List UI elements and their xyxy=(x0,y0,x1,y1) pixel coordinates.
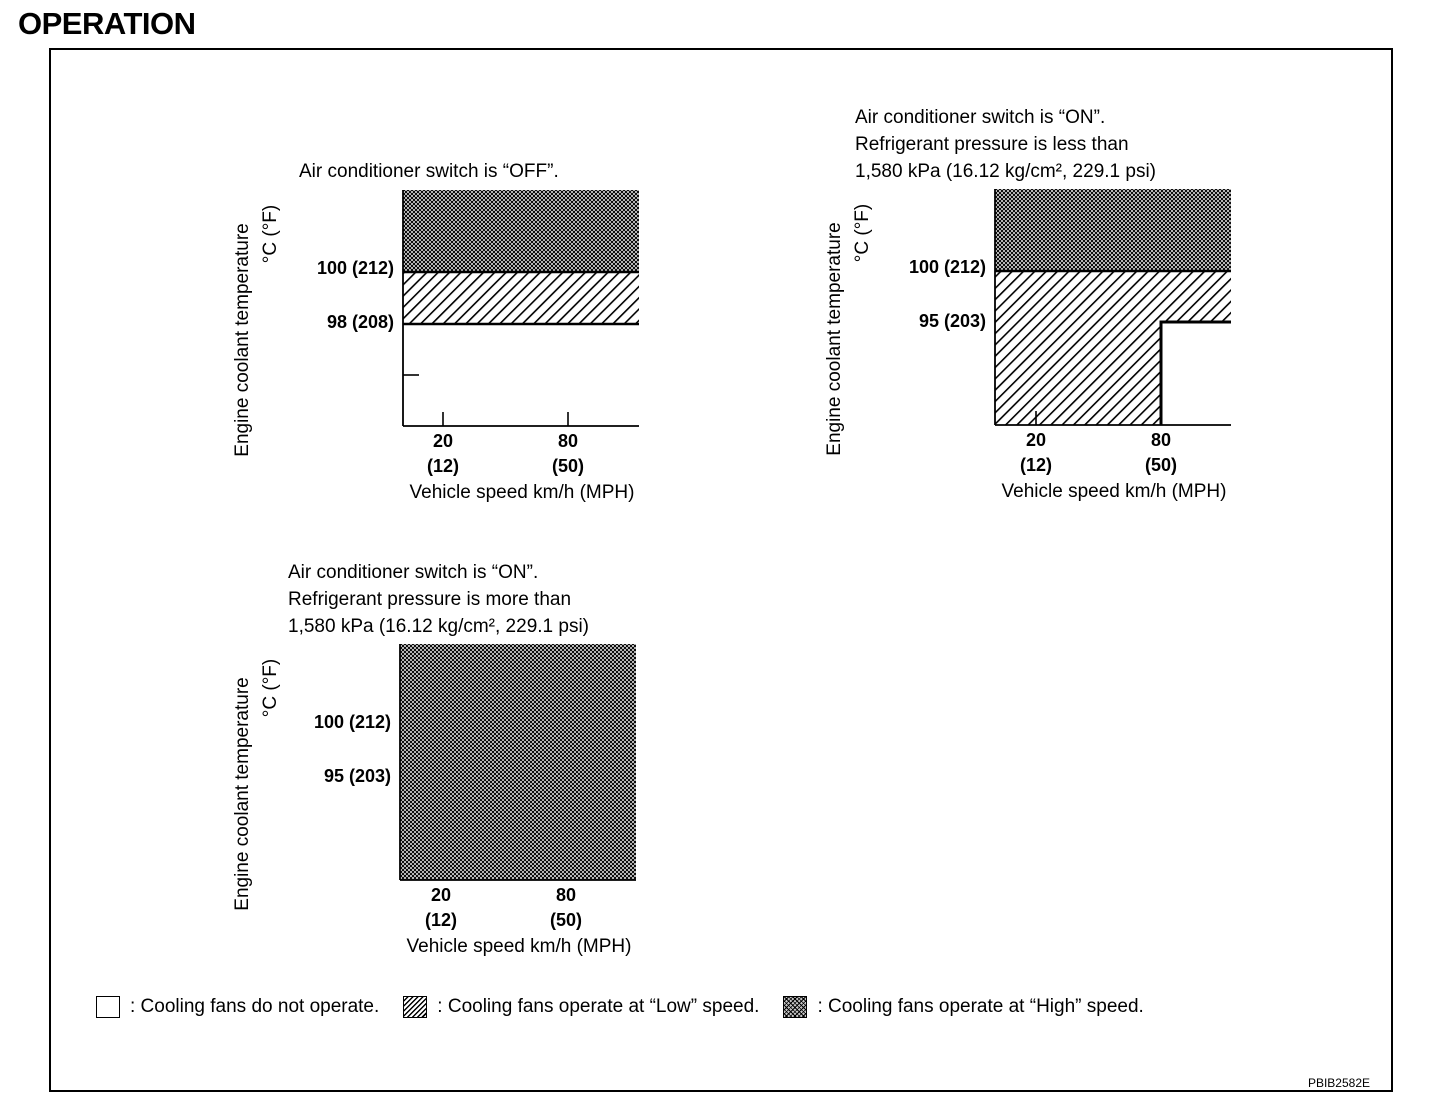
legend-label-none: : Cooling fans do not operate. xyxy=(130,996,380,1017)
x-tick-sub-12: (12) xyxy=(424,910,458,930)
x-axis-label: Vehicle speed km/h (MPH) xyxy=(1001,481,1227,502)
region-low-speed xyxy=(403,272,639,324)
legend-swatch-blank xyxy=(96,996,120,1018)
region-high-speed xyxy=(995,189,1231,271)
y-axis-label: Engine coolant temperature xyxy=(232,677,253,911)
chart-title-line: 1,580 kPa (16.12 kg/cm², 229.1 psi) xyxy=(288,616,589,637)
y-axis-unit: °C (°F) xyxy=(852,203,873,263)
threshold-step-95 xyxy=(1161,322,1231,425)
y-tick-label-100: 100 (212) xyxy=(313,712,391,732)
legend-item-high xyxy=(783,996,1143,1018)
x-tick-label-20: 20 xyxy=(432,431,454,451)
legend-item-low xyxy=(403,996,759,1018)
legend-item-none xyxy=(96,996,379,1018)
region-high-speed xyxy=(403,190,639,272)
y-axis-unit: °C (°F) xyxy=(260,658,281,718)
x-tick-sub-12: (12) xyxy=(1019,455,1053,475)
page-title: OPERATION xyxy=(18,6,196,41)
y-tick-label-98: 98 (208) xyxy=(326,312,394,332)
x-axis-label: Vehicle speed km/h (MPH) xyxy=(406,936,632,957)
chart-ac-off xyxy=(220,150,720,550)
chart-title-line: 1,580 kPa (16.12 kg/cm², 229.1 psi) xyxy=(855,161,1156,182)
y-axis-unit: °C (°F) xyxy=(260,204,281,264)
y-axis-label: Engine coolant temperature xyxy=(232,223,253,457)
x-tick-label-20: 20 xyxy=(1025,430,1047,450)
chart-title-line: Air conditioner switch is “ON”. xyxy=(288,562,539,583)
region-high-speed xyxy=(400,644,636,880)
legend-swatch-hatched xyxy=(403,996,427,1018)
chart-title-line: Air conditioner switch is “ON”. xyxy=(855,107,1106,128)
chart-ac-on-low-pressure xyxy=(812,97,1312,502)
x-tick-label-80: 80 xyxy=(1150,430,1172,450)
x-tick-sub-50: (50) xyxy=(1144,455,1178,475)
y-tick-label-100: 100 (212) xyxy=(316,258,394,278)
legend xyxy=(96,996,1144,1018)
legend-label-low: : Cooling fans operate at “Low” speed. xyxy=(437,996,760,1017)
y-tick-label-95: 95 (203) xyxy=(918,311,986,331)
chart-title-line: Refrigerant pressure is more than xyxy=(288,589,572,610)
x-tick-sub-12: (12) xyxy=(426,456,460,476)
x-tick-sub-50: (50) xyxy=(549,910,583,930)
x-axis-label: Vehicle speed km/h (MPH) xyxy=(409,482,635,503)
region-low-speed xyxy=(995,271,1231,425)
legend-label-high: : Cooling fans operate at “High” speed. xyxy=(817,996,1144,1017)
y-axis-label: Engine coolant temperature xyxy=(824,222,845,456)
figure-code: PBIB2582E xyxy=(1307,1076,1370,1090)
y-tick-label-95: 95 (203) xyxy=(323,766,391,786)
chart-ac-on-high-pressure xyxy=(217,552,717,957)
x-tick-label-80: 80 xyxy=(557,431,579,451)
x-tick-sub-50: (50) xyxy=(551,456,585,476)
x-tick-label-20: 20 xyxy=(430,885,452,905)
legend-swatch-crosshatched xyxy=(783,996,807,1018)
chart-title-line: Air conditioner switch is “OFF”. xyxy=(299,161,559,182)
y-tick-label-100: 100 (212) xyxy=(908,257,986,277)
x-tick-label-80: 80 xyxy=(555,885,577,905)
chart-title-line: Refrigerant pressure is less than xyxy=(855,134,1129,155)
